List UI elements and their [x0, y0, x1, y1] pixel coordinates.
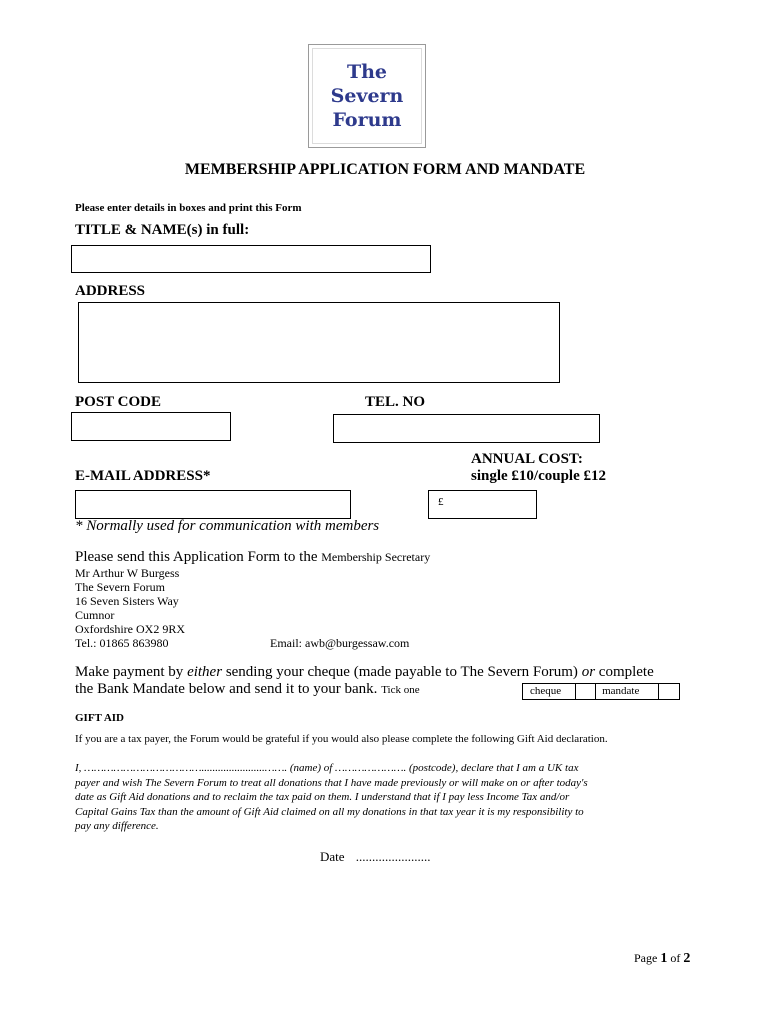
declaration-line-2: payer and wish The Severn Forum to treat all donations that I have made previously or will make on or after today's: [75, 776, 588, 789]
send-to-role: Membership Secretary: [321, 550, 431, 564]
cheque-tick-box[interactable]: [576, 684, 596, 699]
gift-aid-intro: If you are a tax payer, the Forum would be grateful if you would also please complete the following Gift Aid declaration.: [75, 733, 608, 745]
mandate-option: mandate: [596, 684, 659, 699]
page-total: 2: [683, 951, 691, 966]
tel-input-box[interactable]: [333, 414, 600, 443]
annual-cost-rates: single £10/couple £12: [471, 468, 607, 484]
declaration-line-4: Capital Gains Tax than the amount of Gift Aid claimed on all my donations in that tax year it is my responsibility to: [75, 805, 584, 818]
declaration-line-1: I, ……………………………….......................……. (name) of …………………. (postcode), declare that I am a UK tax: [75, 762, 579, 774]
secretary-email: Email: awb@burgessaw.com: [270, 636, 410, 650]
gift-aid-heading: GIFT AID: [75, 712, 125, 724]
secretary-town: Cumnor: [75, 608, 115, 622]
payment-or: or: [581, 664, 596, 680]
postcode-label: POST CODE: [75, 394, 161, 410]
payment-either: either: [187, 664, 223, 680]
cheque-option: cheque: [523, 684, 576, 699]
secretary-tel: Tel.: 01865 863980: [75, 636, 169, 650]
payment-part1: Make payment by: [75, 664, 184, 680]
date-label: Date: [320, 849, 345, 864]
address-input-box[interactable]: [78, 302, 560, 383]
email-input-box[interactable]: [75, 490, 351, 519]
payment-part3: complete: [598, 664, 654, 680]
secretary-address: [75, 566, 185, 650]
form-title: MEMBERSHIP APPLICATION FORM AND MANDATE: [184, 161, 586, 178]
send-to-intro: [75, 549, 430, 566]
cost-amount-box[interactable]: [428, 490, 537, 519]
severn-forum-logo: [308, 44, 426, 148]
secretary-org: The Severn Forum: [75, 580, 165, 594]
payment-line2: the Bank Mandate below and send it to your bank.: [75, 681, 378, 697]
declaration-line-3: date as Gift Aid donations and to reclaim the tax paid on them. I understand that if I pay less Income Tax and/or: [75, 791, 570, 803]
email-note: * Normally used for communication with members: [75, 518, 380, 534]
logo-line-2: Severn: [330, 85, 404, 107]
date-line: [320, 849, 431, 865]
currency-symbol: £: [438, 496, 444, 508]
annual-cost-label: ANNUAL COST:: [471, 451, 583, 467]
name-label: TITLE & NAME(s) in full:: [75, 222, 250, 238]
mandate-tick-box[interactable]: [659, 684, 679, 699]
payment-instructions-line1: [75, 664, 654, 681]
logo-line-1: The: [346, 61, 388, 83]
tick-one-label: Tick one: [381, 684, 420, 696]
form-instructions: Please enter details in boxes and print this Form: [75, 202, 302, 214]
payment-instructions-line2: [75, 681, 420, 698]
date-field[interactable]: .......................: [355, 849, 431, 864]
name-input-box[interactable]: [71, 245, 431, 273]
email-label: E-MAIL ADDRESS*: [75, 468, 211, 484]
logo-line-3: Forum: [332, 109, 402, 131]
gift-aid-declaration: [75, 761, 685, 834]
payment-part2: sending your cheque (made payable to The Severn Forum): [225, 664, 578, 680]
tel-label: TEL. NO: [365, 394, 426, 410]
send-to-intro-text: Please send this Application Form to the: [75, 549, 318, 565]
address-label: ADDRESS: [75, 283, 146, 299]
postcode-input-box[interactable]: [71, 412, 231, 441]
secretary-street: 16 Seven Sisters Way: [75, 594, 179, 608]
page-footer: [634, 951, 690, 967]
payment-option-table: [522, 683, 680, 700]
secretary-county: Oxfordshire OX2 9RX: [75, 622, 185, 636]
declaration-line-5: pay any difference.: [75, 820, 159, 832]
page-number: 1: [660, 951, 668, 966]
page-word: Page: [634, 951, 658, 965]
of-word: of: [670, 951, 681, 965]
secretary-name: Mr Arthur W Burgess: [75, 566, 180, 580]
